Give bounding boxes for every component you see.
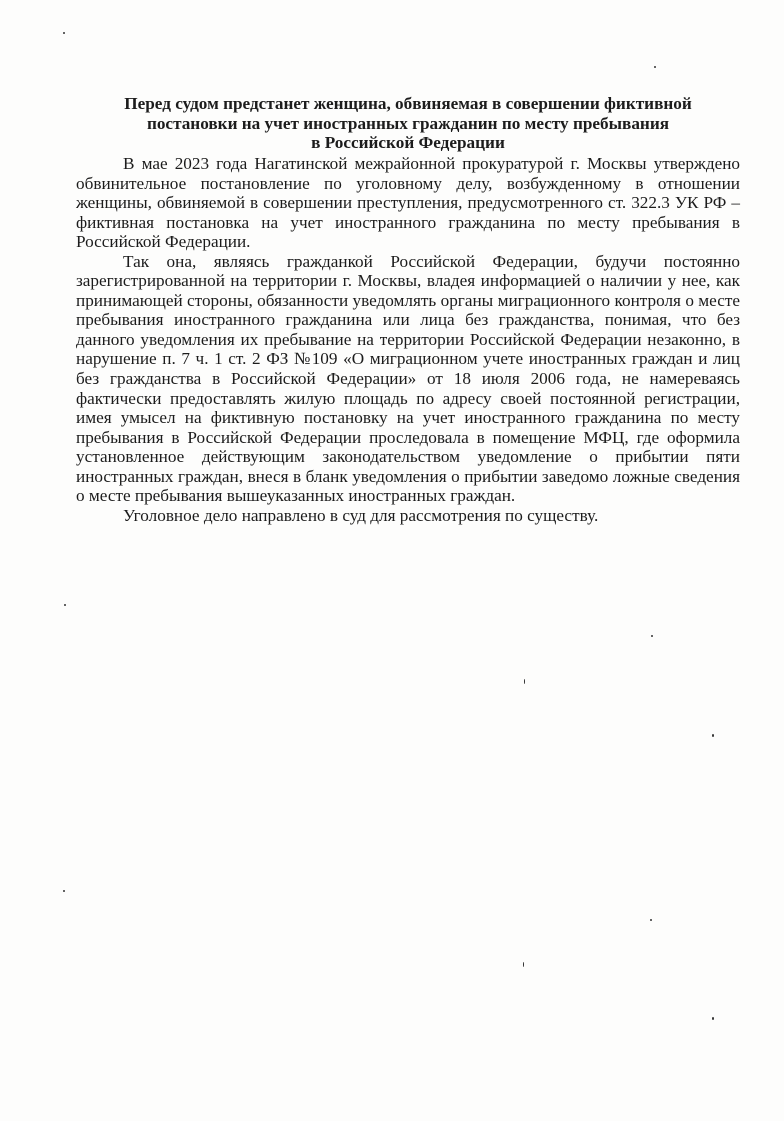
title-line: в Российской Федерации — [311, 133, 505, 152]
scan-speck — [523, 962, 524, 967]
scan-speck — [651, 635, 653, 637]
document-body — [76, 154, 740, 525]
scan-speck — [64, 604, 66, 606]
scan-speck — [63, 890, 65, 892]
scan-speck — [712, 1017, 714, 1020]
scan-speck — [712, 734, 714, 737]
document-title — [76, 94, 740, 153]
paragraph: Уголовное дело направлено в суд для рассмотрения по существу. — [123, 505, 599, 525]
title-line: постановки на учет иностранных гражданин по месту пребывания — [146, 113, 670, 133]
paragraph: В мае 2023 года Нагатинской межрайонной прокуратурой г. Москвы утверждено обвинительное постановление по уголовному делу, возбужденному в отношении женщины, обвиняемой в совершении преступления, предусмотренного ст. 322.3 УК РФ – фиктивная постановка на учет иностранного гражданина по месту пребывания в Российской Федерации. — [76, 154, 740, 252]
scan-speck — [654, 66, 656, 68]
scan-speck — [650, 919, 652, 921]
scan-speck — [524, 679, 525, 684]
scan-speck — [63, 32, 65, 34]
title-line: Перед судом предстанет женщина, обвиняемая в совершении фиктивной — [124, 94, 692, 113]
paragraph: Так она, являясь гражданкой Российской Федерации, будучи постоянно зарегистрированной на территории г. Москвы, владея информацией о наличии у нее, как принимающей стороны, обязанности уведомлять органы миграционного контроля о месте пребывания иностранного гражданина или лица без гражданства, понимая, что без данного уведомления их пребывание на территории Российской Федерации незаконно, в нарушение п. 7 ч. 1 ст. 2 ФЗ №109 «О миграционном учете иностранных граждан и лиц без гражданства в Российской Федерации» от 18 июля 2006 года, не намереваясь фактически предоставлять жилую площадь по адресу своей постоянной регистрации, имея умысел на фиктивную постановку на учет иностранного гражданина по месту пребывания в Российской Федерации проследовала в помещение МФЦ, где оформила установленное действующим законодательством уведомление о прибытии пяти иностранных граждан, внеся в бланк уведомления о прибытии заведомо ложные сведения о месте пребывания вышеуказанных иностранных граждан. — [76, 251, 740, 506]
